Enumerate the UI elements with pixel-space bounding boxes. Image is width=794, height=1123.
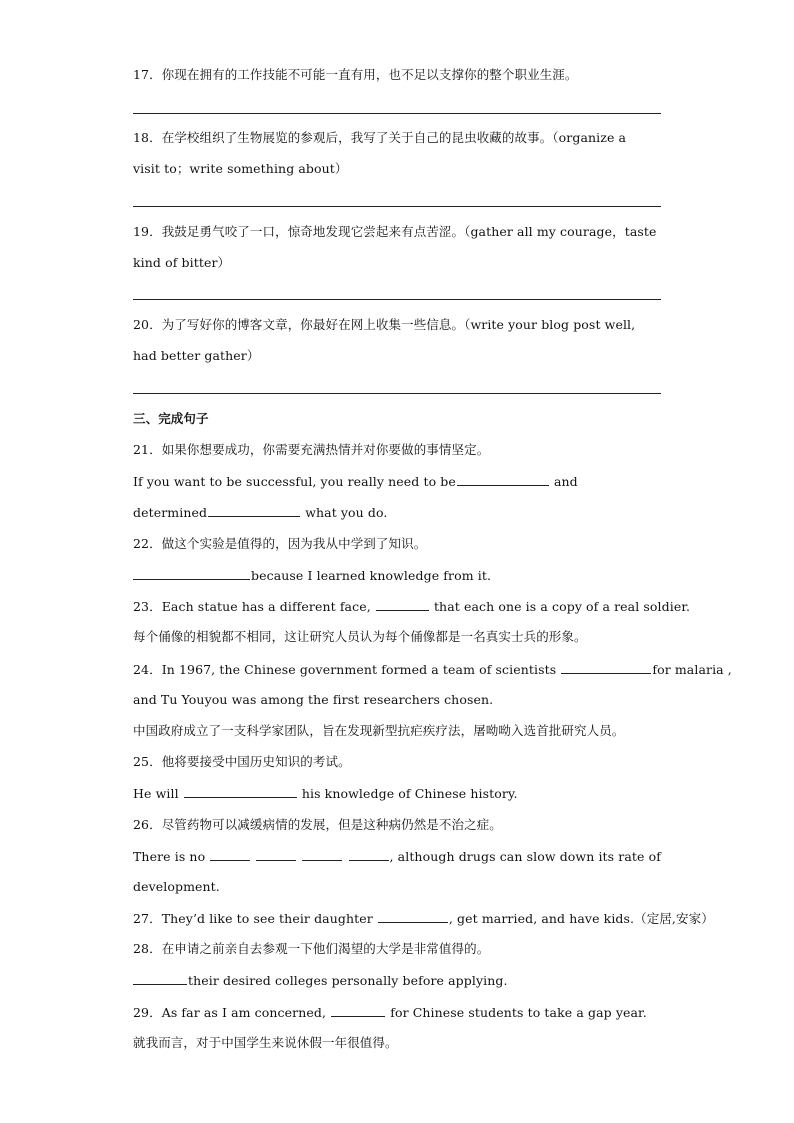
question-17-prompt: 17．你现在拥有的工作技能不可能一直有用，也不足以支撑你的整个职业生涯。 <box>133 67 578 82</box>
q24-text-b: for malaria , <box>652 662 732 677</box>
question-28-english <box>133 971 508 990</box>
question-29-english <box>133 1003 647 1022</box>
q26-blank-3[interactable] <box>302 847 342 861</box>
q27-text-b: , get married, and have kids.（定居,安家） <box>448 911 714 926</box>
question-21-english-line1 <box>133 472 578 491</box>
q26-text-b: , although drugs can slow down its rate of <box>389 849 661 864</box>
q21-text-a: If you want to be successful, you really need to be <box>133 474 456 489</box>
q24-text-a: 24．In 1967, the Chinese government formed a team of scientists <box>133 662 557 677</box>
question-20-prompt-line1: 20．为了写好你的博客文章，你最好在网上收集一些信息。（write your blog post well, <box>133 317 636 332</box>
question-28-chinese: 28．在申请之前亲自去参观一下他们渴望的大学是非常值得的。 <box>133 941 490 956</box>
question-27-english <box>133 909 714 928</box>
question-25-english <box>133 784 518 803</box>
q27-blank[interactable] <box>378 909 448 923</box>
q26-text-a: There is no <box>133 849 206 864</box>
q27-text-a: 27．They’d like to see their daughter <box>133 911 373 926</box>
question-21-chinese: 21．如果你想要成功，你需要充满热情并对你要做的事情坚定。 <box>133 442 490 457</box>
q22-blank[interactable] <box>133 566 250 580</box>
answer-line-19[interactable] <box>133 299 661 300</box>
question-22-chinese: 22．做这个实验是值得的，因为我从中学到了知识。 <box>133 536 427 551</box>
q25-blank[interactable] <box>184 784 297 798</box>
question-23-english <box>133 597 690 616</box>
section-heading-complete-sentences: 三、完成句子 <box>133 411 209 426</box>
q26-blank-1[interactable] <box>210 847 250 861</box>
question-20-prompt-line2: had better gather） <box>133 348 260 363</box>
q21-blank-2[interactable] <box>208 503 300 517</box>
q23-blank[interactable] <box>376 597 429 611</box>
question-26-chinese: 26．尽管药物可以减缓病情的发展，但是这种病仍然是不治之症。 <box>133 817 502 832</box>
q28-blank[interactable] <box>133 971 187 985</box>
question-21-english-line2 <box>133 503 387 522</box>
question-29-chinese: 就我而言，对于中国学生来说休假一年很值得。 <box>133 1035 398 1050</box>
answer-line-18[interactable] <box>133 206 661 207</box>
question-25-chinese: 25．他将要接受中国历史知识的考试。 <box>133 754 351 769</box>
q21-text-d: what you do. <box>305 505 388 520</box>
question-24-english-line1 <box>133 660 732 679</box>
q21-text-b: and <box>553 474 578 489</box>
q21-text-c: determined <box>133 505 208 520</box>
q26-blank-4[interactable] <box>349 847 389 861</box>
question-22-english <box>133 566 491 585</box>
q29-blank[interactable] <box>331 1003 385 1017</box>
q22-text: because I learned knowledge from it. <box>251 568 492 583</box>
question-24-english-line2: and Tu Youyou was among the first researchers chosen. <box>133 692 494 707</box>
question-18-prompt-line2: visit to；write something about） <box>133 161 348 176</box>
question-19-prompt-line1: 19．我鼓足勇气咬了一口，惊奇地发现它尝起来有点苦涩。（gather all my courage，taste <box>133 224 657 239</box>
q23-text-b: that each one is a copy of a real soldier. <box>433 599 691 614</box>
question-26-english-line1 <box>133 847 661 866</box>
q28-text: their desired colleges personally before applying. <box>188 973 508 988</box>
q24-blank[interactable] <box>561 660 651 674</box>
answer-line-17[interactable] <box>133 113 661 114</box>
answer-line-20[interactable] <box>133 393 661 394</box>
q21-blank-1[interactable] <box>457 472 549 486</box>
q29-text-b: for Chinese students to take a gap year. <box>390 1005 647 1020</box>
question-26-english-line2: development. <box>133 879 220 894</box>
q26-blank-2[interactable] <box>256 847 296 861</box>
question-19-prompt-line2: kind of bitter） <box>133 255 231 270</box>
question-23-chinese: 每个俑像的相貌都不相同，这让研究人员认为每个俑像都是一名真实士兵的形象。 <box>133 629 587 644</box>
q25-text-a: He will <box>133 786 179 801</box>
q23-text-a: 23．Each statue has a different face, <box>133 599 371 614</box>
question-18-prompt-line1: 18．在学校组织了生物展览的参观后，我写了关于自己的昆虫收藏的故事。（organize a <box>133 130 627 145</box>
question-24-chinese: 中国政府成立了一支科学家团队，旨在发现新型抗疟疾疗法，屠呦呦入选首批研究人员。 <box>133 723 625 738</box>
q25-text-b: his knowledge of Chinese history. <box>301 786 518 801</box>
q29-text-a: 29．As far as I am concerned, <box>133 1005 327 1020</box>
